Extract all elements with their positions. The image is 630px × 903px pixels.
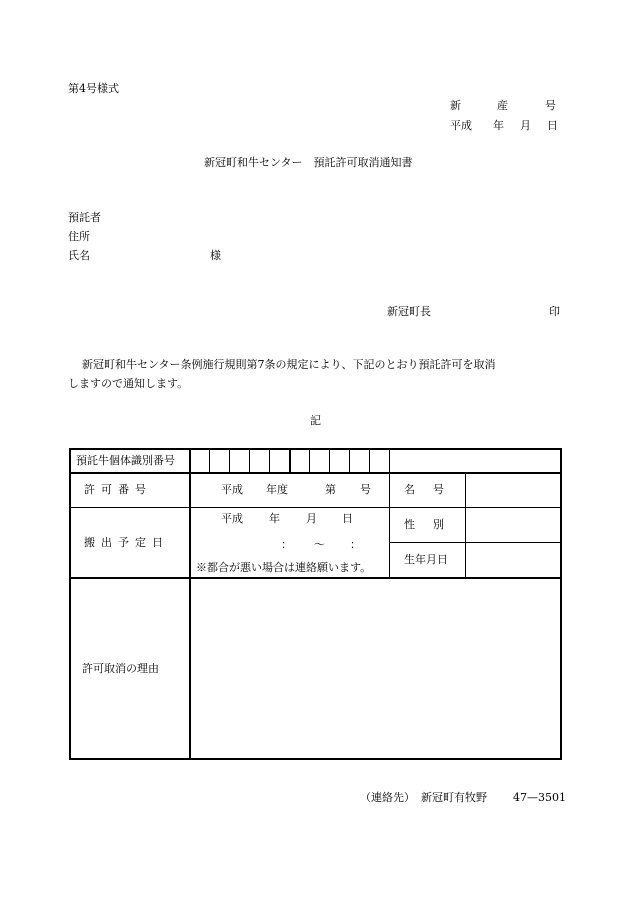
row-divider: [389, 542, 562, 543]
schedule-label: 搬出予定日: [84, 536, 169, 549]
name-go-label: 名号: [404, 483, 462, 496]
date-era: 平成: [450, 119, 472, 132]
col-divider: [189, 448, 191, 760]
permit-go: 号: [360, 483, 371, 496]
address-label: 住所: [68, 230, 90, 243]
contact-label: （連絡先）: [360, 791, 415, 804]
form-label: 第4号様式: [68, 82, 119, 95]
row-divider: [69, 472, 562, 474]
schedule-year: 年: [269, 512, 280, 525]
id-digit-divider: [249, 448, 250, 472]
time-tilde: ～: [314, 538, 325, 551]
time-colon-2: ：: [350, 538, 361, 551]
date-year: 年: [493, 119, 504, 132]
date-month: 月: [520, 119, 531, 132]
contact-place: 新冠町有牧野: [421, 791, 487, 804]
permit-no-label: 許可番号: [84, 483, 152, 496]
time-colon-1: ：: [281, 538, 292, 551]
id-digit-divider: [229, 448, 230, 472]
schedule-day: 日: [342, 512, 353, 525]
date-day: 日: [547, 119, 558, 132]
id-digit-divider: [269, 448, 270, 472]
col-divider: [389, 448, 390, 578]
cattle-id-label: 預託牛個体識別番号: [76, 454, 175, 467]
id-digit-divider: [309, 448, 310, 472]
honorific: 様: [210, 249, 221, 262]
body-text-line2: しますので通知します。: [68, 377, 189, 390]
permit-nendo: 年度: [266, 483, 288, 496]
permit-dai: 第: [325, 483, 336, 496]
document-title: 新冠町和牛センター 預託許可取消通知書: [204, 156, 413, 169]
issuer-name: 新冠町長: [387, 305, 431, 318]
depositor-label: 預託者: [68, 211, 101, 224]
name-label: 氏名: [68, 249, 90, 262]
ki-heading: 記: [310, 414, 321, 427]
doc-no-shin: 新: [450, 99, 461, 112]
row-divider: [69, 507, 562, 508]
id-digit-divider: [209, 448, 210, 472]
id-digit-divider: [349, 448, 350, 472]
id-digit-divider: [329, 448, 330, 472]
schedule-note: ※都合が悪い場合は連絡願います。: [196, 561, 372, 574]
id-digit-divider: [289, 448, 291, 472]
contact-phone: 47—3501: [513, 791, 566, 804]
id-digit-divider: [369, 448, 370, 472]
schedule-era: 平成: [221, 512, 243, 525]
col-divider: [465, 472, 466, 578]
birthdate-label: 生年月日: [404, 553, 448, 566]
body-text-line1: 新冠町和牛センター条例施行規則第7条の規定により、下記のとおり預託許可を取消: [82, 358, 496, 371]
sex-label: 性別: [404, 518, 462, 531]
row-divider: [69, 577, 562, 579]
seal-mark: 印: [549, 305, 560, 318]
doc-no-san: 産: [497, 99, 508, 112]
schedule-month: 月: [306, 512, 317, 525]
permit-era: 平成: [221, 483, 243, 496]
doc-no-go: 号: [545, 99, 556, 112]
reason-label: 許可取消の理由: [82, 662, 159, 675]
